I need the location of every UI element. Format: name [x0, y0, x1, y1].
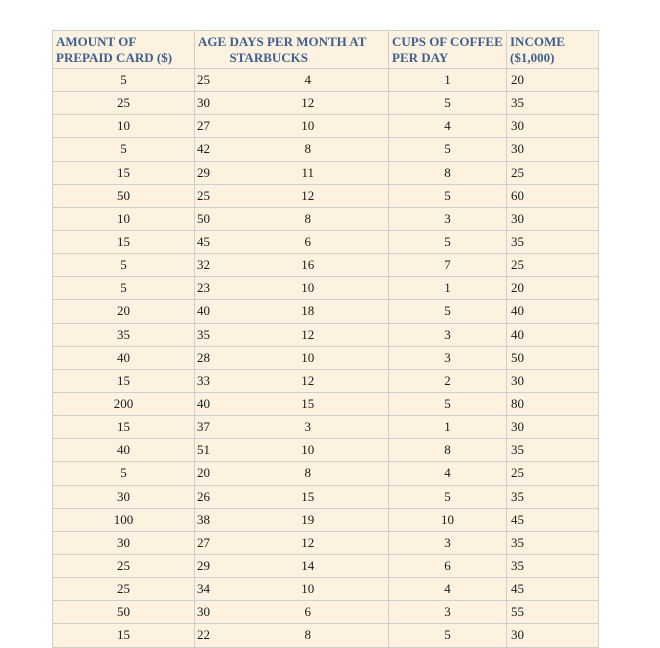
cell-cups: 2 [389, 369, 507, 392]
cell-days: 10 [228, 439, 389, 462]
cell-days: 16 [228, 254, 389, 277]
cell-cups: 6 [389, 554, 507, 577]
cell-cups: 5 [389, 300, 507, 323]
cell-days: 10 [228, 277, 389, 300]
table-row [53, 230, 599, 253]
header-amount [53, 31, 195, 69]
cell-days: 8 [228, 207, 389, 230]
cell-cups: 4 [389, 578, 507, 601]
cell-days: 12 [228, 92, 389, 115]
table-row [53, 323, 599, 346]
cell-age: 40 [195, 300, 228, 323]
table-row [53, 601, 599, 624]
cell-cups: 3 [389, 531, 507, 554]
cell-days: 8 [228, 462, 389, 485]
cell-amount: 10 [53, 207, 195, 230]
cell-income: 35 [507, 485, 599, 508]
cell-age: 22 [195, 624, 228, 647]
cell-income: 45 [507, 578, 599, 601]
cell-amount: 200 [53, 392, 195, 415]
header-cups-line2: PER DAY [392, 50, 449, 65]
cell-income: 35 [507, 230, 599, 253]
cell-amount: 5 [53, 138, 195, 161]
header-row [53, 31, 599, 69]
cell-amount: 15 [53, 369, 195, 392]
table-row [53, 439, 599, 462]
cell-cups: 10 [389, 508, 507, 531]
table-row [53, 416, 599, 439]
header-age-label: AGE [198, 34, 227, 49]
cell-amount: 50 [53, 184, 195, 207]
cell-amount: 35 [53, 323, 195, 346]
cell-income: 30 [507, 115, 599, 138]
cell-amount: 25 [53, 578, 195, 601]
cell-age: 34 [195, 578, 228, 601]
cell-age: 27 [195, 531, 228, 554]
cell-cups: 8 [389, 161, 507, 184]
cell-cups: 3 [389, 207, 507, 230]
table-row [53, 369, 599, 392]
cell-income: 80 [507, 392, 599, 415]
header-days-line1: DAYS PER MONTH AT [229, 34, 367, 49]
table-row [53, 346, 599, 369]
cell-income: 30 [507, 138, 599, 161]
cell-amount: 15 [53, 161, 195, 184]
cell-cups: 5 [389, 624, 507, 647]
table-row [53, 485, 599, 508]
cell-days: 4 [228, 69, 389, 92]
cell-amount: 30 [53, 531, 195, 554]
cell-cups: 5 [389, 184, 507, 207]
cell-income: 60 [507, 184, 599, 207]
cell-cups: 1 [389, 277, 507, 300]
header-income-line1: INCOME [510, 34, 565, 49]
cell-cups: 7 [389, 254, 507, 277]
cell-age: 29 [195, 161, 228, 184]
cell-days: 10 [228, 578, 389, 601]
cell-days: 15 [228, 485, 389, 508]
cell-income: 30 [507, 416, 599, 439]
header-income-line2: ($1,000) [510, 50, 555, 65]
cell-age: 50 [195, 207, 228, 230]
cell-cups: 8 [389, 439, 507, 462]
cell-days: 10 [228, 115, 389, 138]
cell-age: 32 [195, 254, 228, 277]
table-row [53, 161, 599, 184]
cell-age: 25 [195, 184, 228, 207]
cell-income: 40 [507, 323, 599, 346]
cell-days: 6 [228, 230, 389, 253]
data-table [52, 30, 599, 648]
header-days-line2: STARBUCKS [229, 50, 309, 65]
cell-days: 6 [228, 601, 389, 624]
cell-income: 35 [507, 92, 599, 115]
cell-amount: 10 [53, 115, 195, 138]
cell-days: 12 [228, 184, 389, 207]
table-row [53, 277, 599, 300]
table-row [53, 392, 599, 415]
cell-days: 10 [228, 346, 389, 369]
cell-cups: 5 [389, 92, 507, 115]
cell-days: 12 [228, 369, 389, 392]
cell-amount: 5 [53, 277, 195, 300]
cell-amount: 25 [53, 554, 195, 577]
cell-age: 33 [195, 369, 228, 392]
cell-age: 25 [195, 69, 228, 92]
cell-cups: 1 [389, 69, 507, 92]
cell-amount: 40 [53, 346, 195, 369]
cell-age: 28 [195, 346, 228, 369]
cell-cups: 1 [389, 416, 507, 439]
cell-income: 50 [507, 346, 599, 369]
table-row [53, 92, 599, 115]
header-days [228, 31, 389, 69]
cell-cups: 5 [389, 138, 507, 161]
cell-age: 30 [195, 601, 228, 624]
cell-cups: 5 [389, 392, 507, 415]
cell-days: 3 [228, 416, 389, 439]
cell-income: 55 [507, 601, 599, 624]
header-cups-line1: CUPS OF COFFEE [392, 34, 503, 49]
cell-cups: 5 [389, 230, 507, 253]
header-cups [389, 31, 507, 69]
header-age [195, 31, 228, 69]
cell-age: 40 [195, 392, 228, 415]
header-amount-line1: AMOUNT OF [56, 34, 137, 49]
cell-age: 23 [195, 277, 228, 300]
cell-days: 12 [228, 323, 389, 346]
cell-income: 35 [507, 531, 599, 554]
cell-days: 8 [228, 624, 389, 647]
cell-cups: 3 [389, 323, 507, 346]
cell-income: 30 [507, 369, 599, 392]
cell-age: 29 [195, 554, 228, 577]
table-row [53, 138, 599, 161]
table-row [53, 508, 599, 531]
cell-age: 30 [195, 92, 228, 115]
cell-days: 15 [228, 392, 389, 415]
table-row [53, 184, 599, 207]
cell-days: 14 [228, 554, 389, 577]
cell-days: 19 [228, 508, 389, 531]
cell-age: 45 [195, 230, 228, 253]
cell-amount: 100 [53, 508, 195, 531]
cell-cups: 5 [389, 485, 507, 508]
table-body [53, 69, 599, 648]
cell-age: 38 [195, 508, 228, 531]
cell-days: 11 [228, 161, 389, 184]
cell-income: 40 [507, 300, 599, 323]
header-income [507, 31, 599, 69]
cell-age: 20 [195, 462, 228, 485]
cell-income: 30 [507, 207, 599, 230]
cell-cups: 4 [389, 115, 507, 138]
cell-amount: 15 [53, 624, 195, 647]
cell-amount: 50 [53, 601, 195, 624]
table-row [53, 462, 599, 485]
cell-amount: 30 [53, 485, 195, 508]
cell-amount: 20 [53, 300, 195, 323]
cell-income: 30 [507, 624, 599, 647]
table-row [53, 115, 599, 138]
cell-cups: 4 [389, 462, 507, 485]
cell-age: 35 [195, 323, 228, 346]
cell-days: 12 [228, 531, 389, 554]
cell-amount: 15 [53, 230, 195, 253]
cell-income: 45 [507, 508, 599, 531]
cell-income: 35 [507, 554, 599, 577]
cell-age: 42 [195, 138, 228, 161]
cell-amount: 15 [53, 416, 195, 439]
table-row [53, 531, 599, 554]
table-row [53, 554, 599, 577]
cell-amount: 5 [53, 69, 195, 92]
cell-income: 35 [507, 439, 599, 462]
cell-days: 18 [228, 300, 389, 323]
cell-income: 20 [507, 69, 599, 92]
table-row [53, 69, 599, 92]
cell-amount: 5 [53, 254, 195, 277]
cell-age: 37 [195, 416, 228, 439]
table-row [53, 578, 599, 601]
table-row [53, 624, 599, 647]
cell-cups: 3 [389, 601, 507, 624]
cell-amount: 40 [53, 439, 195, 462]
cell-income: 25 [507, 161, 599, 184]
cell-days: 8 [228, 138, 389, 161]
cell-age: 26 [195, 485, 228, 508]
cell-amount: 5 [53, 462, 195, 485]
cell-amount: 25 [53, 92, 195, 115]
table-row [53, 300, 599, 323]
cell-income: 25 [507, 462, 599, 485]
table-row [53, 254, 599, 277]
table-row [53, 207, 599, 230]
cell-income: 25 [507, 254, 599, 277]
header-amount-line2: PREPAID CARD ($) [56, 50, 173, 65]
cell-cups: 3 [389, 346, 507, 369]
cell-age: 27 [195, 115, 228, 138]
cell-income: 20 [507, 277, 599, 300]
cell-age: 51 [195, 439, 228, 462]
